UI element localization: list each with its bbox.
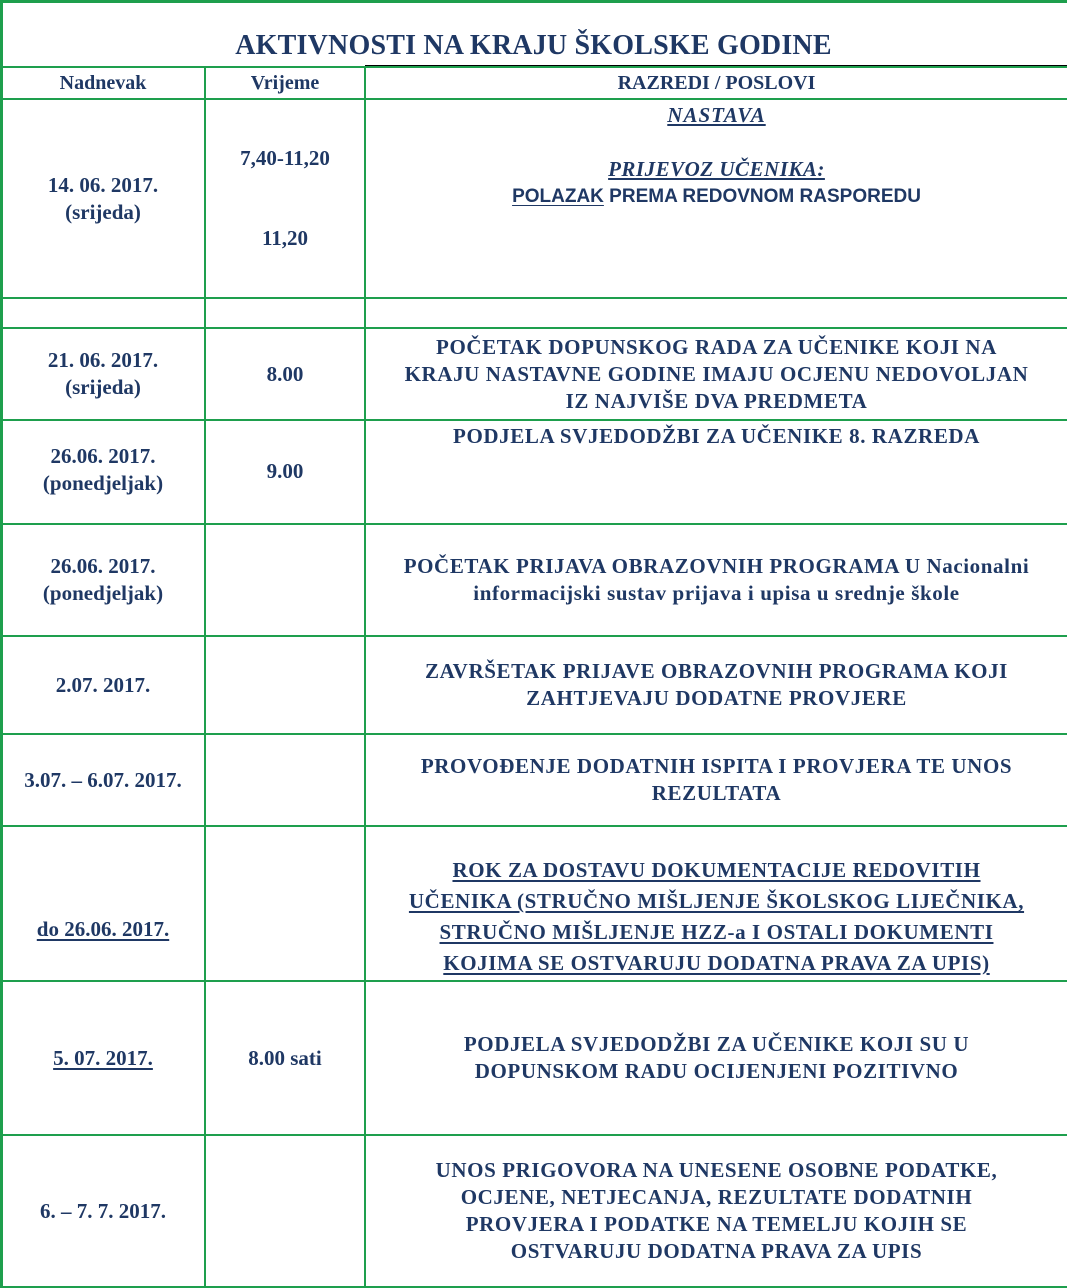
activity-line: PODJELA SVJEDODŽBI ZA UČENIKE 8. RAZREDA	[453, 424, 980, 448]
activity-line: PROVOĐENJE DODATNIH ISPITA I PROVJERA TE UNOS	[420, 754, 1013, 778]
page-title: AKTIVNOSTI NA KRAJU ŠKOLSKE GODINE	[235, 30, 832, 61]
activity-cell	[365, 328, 1067, 420]
activity-line: UNOS PRIGOVORA NA UNESENE OSOBNE PODATKE,	[435, 1158, 998, 1182]
time-cell	[205, 328, 365, 420]
activity-line: POČETAK DOPUNSKOG RADA ZA UČENIKE KOJI NA	[436, 334, 997, 359]
time-cell	[205, 99, 365, 298]
column-header-date: Nadnevak	[1, 67, 205, 99]
date-line: 2.07. 2017.	[55, 672, 151, 697]
empty-cell	[365, 298, 1067, 328]
column-header-activity: RAZREDI / POSLOVI	[365, 67, 1067, 99]
activity-cell	[365, 826, 1067, 981]
date-cell	[1, 636, 205, 734]
column-header-time: Vrijeme	[205, 67, 365, 99]
date-cell	[1, 328, 205, 420]
activity-cell	[365, 981, 1067, 1135]
time-value: 7,40-11,20	[240, 146, 330, 170]
table-row	[1, 981, 1067, 1135]
schedule-table	[0, 66, 1067, 1288]
activity-line: PROVJERA I PODATKE NA TEMELJU KOJIH SE	[465, 1212, 968, 1236]
date-cell	[1, 826, 205, 981]
date-cell	[1, 524, 205, 636]
transport-heading: PRIJEVOZ UČENIKA:	[608, 157, 825, 181]
table-row	[1, 734, 1067, 826]
activity-cell	[365, 99, 1067, 298]
date-line: 26.06. 2017.	[50, 554, 156, 578]
departure-text: PREMA REDOVNOM RASPOREDU	[603, 186, 921, 207]
activity-cell	[365, 524, 1067, 636]
activity-line: REZULTATA	[651, 781, 782, 805]
date-line: 5. 07. 2017.	[53, 1045, 153, 1070]
activity-cell	[365, 734, 1067, 826]
activity-line: OCJENE, NETJECANJA, REZULTATE DODATNIH	[460, 1185, 973, 1209]
date-line: 26.06. 2017.	[50, 444, 156, 468]
frame-top-border	[0, 0, 1067, 3]
activity-line: ZAHTJEVAJU DODATNE PROVJERE	[526, 686, 907, 710]
date-line: (srijeda)	[65, 375, 141, 399]
date-cell	[1, 734, 205, 826]
nastava-heading: NASTAVA	[667, 103, 766, 127]
time-cell	[205, 981, 365, 1135]
activity-line: ZAVRŠETAK PRIJAVE OBRAZOVNIH PROGRAMA KOJI	[425, 659, 1008, 683]
empty-cell	[1, 298, 205, 328]
activity-line: UČENIKA (STRUČNO MIŠLJENJE ŠKOLSKOG LIJEČNIKA,	[408, 889, 1025, 913]
time-cell	[205, 636, 365, 734]
date-line: 3.07. – 6.07. 2017.	[24, 767, 182, 792]
time-value: 8.00	[266, 361, 304, 386]
date-line: 21. 06. 2017.	[47, 348, 159, 372]
activity-line: informacijski sustav prijava i upisa u srednje škole	[473, 581, 960, 605]
activity-line: PODJELA SVJEDODŽBI ZA UČENIKE KOJI SU U	[463, 1032, 970, 1056]
spacer	[370, 129, 1063, 156]
activity-line: KRAJU NASTAVNE GODINE IMAJU OCJENU NEDOVOLJAN	[404, 361, 1029, 386]
date-line: 14. 06. 2017.	[47, 172, 159, 197]
time-value: 9.00	[266, 459, 304, 483]
table-row	[1, 99, 1067, 298]
activity-line: IZ NAJVIŠE DVA PREDMETA	[565, 388, 868, 413]
departure-line	[370, 183, 1063, 210]
date-cell	[1, 981, 205, 1135]
date-cell	[1, 1135, 205, 1287]
table-row	[1, 420, 1067, 524]
table-row	[1, 636, 1067, 734]
date-line: do 26.06. 2017.	[36, 917, 170, 941]
date-line: (ponedjeljak)	[42, 471, 164, 495]
departure-word: POLAZAK	[512, 186, 604, 207]
activity-cell	[365, 1135, 1067, 1287]
activity-line: OSTVARUJU DODATNA PRAVA ZA UPIS	[510, 1239, 923, 1263]
time-cell	[205, 1135, 365, 1287]
time-cell	[205, 734, 365, 826]
empty-cell	[205, 298, 365, 328]
header-row	[1, 67, 1067, 99]
activity-line: ROK ZA DOSTAVU DOKUMENTACIJE REDOVITIH	[452, 858, 981, 882]
activity-line: KOJIMA SE OSTVARUJU DODATNA PRAVA ZA UPIS)	[443, 951, 990, 975]
date-weekday: (srijeda)	[65, 199, 141, 224]
table-row	[1, 1135, 1067, 1287]
activity-line: DOPUNSKOM RADU OCIJENJENI POZITIVNO	[474, 1059, 959, 1083]
time-cell	[205, 420, 365, 524]
empty-row	[1, 298, 1067, 328]
time-cell	[205, 524, 365, 636]
date-cell	[1, 420, 205, 524]
time-value: 11,20	[261, 226, 309, 250]
activity-cell	[365, 636, 1067, 734]
time-value: 8.00 sati	[248, 1045, 322, 1070]
time-cell	[205, 826, 365, 981]
activity-cell	[365, 420, 1067, 524]
table-row	[1, 328, 1067, 420]
date-line: (ponedjeljak)	[42, 581, 164, 605]
table-row	[1, 524, 1067, 636]
table-row	[1, 826, 1067, 981]
activity-line: STRUČNO MIŠLJENJE HZZ-a I OSTALI DOKUMENTI	[439, 920, 994, 944]
activity-line: POČETAK PRIJAVA OBRAZOVNIH PROGRAMA U Nacionalni	[403, 554, 1030, 578]
date-cell	[1, 99, 205, 298]
date-line: 6. – 7. 7. 2017.	[40, 1198, 166, 1223]
